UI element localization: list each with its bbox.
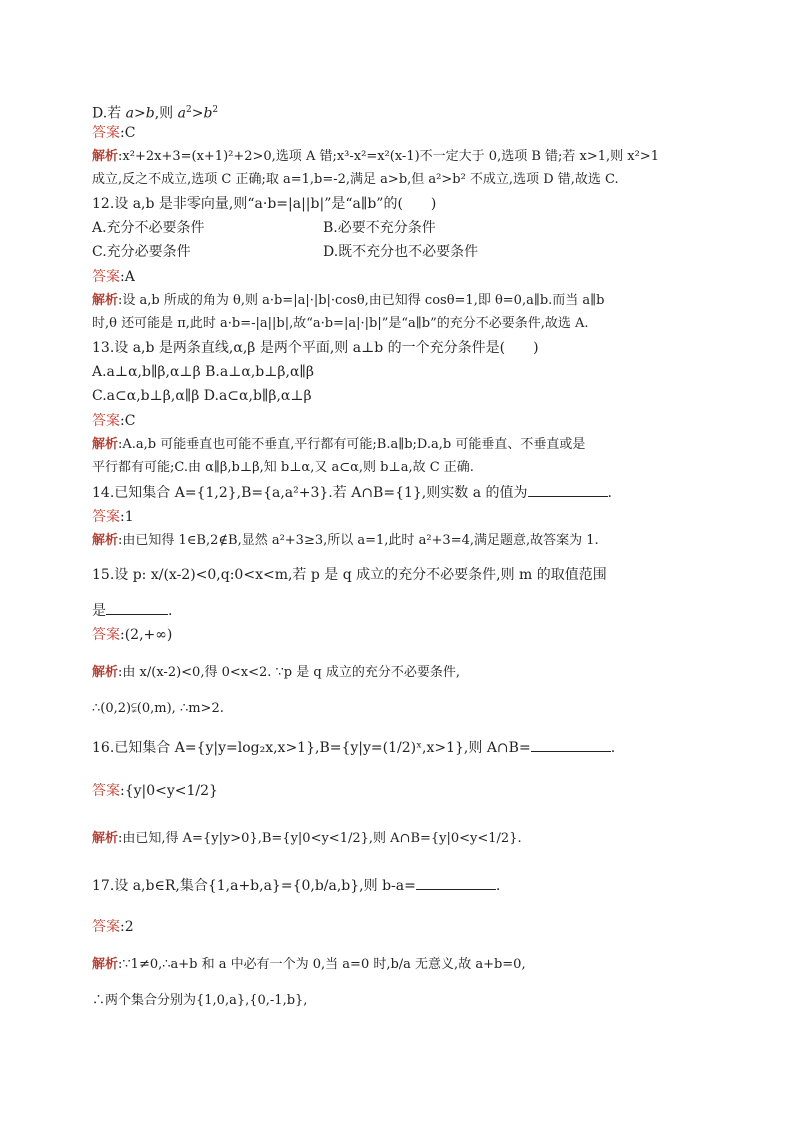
q13-options-ab: A.a⊥α,b∥β,α⊥β B.a⊥α,b⊥β,α∥β — [92, 364, 314, 380]
q14-answer: 答案:1 — [92, 509, 134, 525]
answer-blank — [106, 600, 168, 615]
q12-analysis-line1: 解析:设 a,b 所成的角为 θ,则 a·b=|a|·|b|·cosθ,由已知得 cosθ=1,即 θ=0,a∥b.而当 a∥b — [92, 293, 605, 308]
q11-option-d: D.若 a>b,则 $a^2>b^2$ — [92, 105, 219, 122]
q12-option-a: A.充分不必要条件 — [92, 220, 205, 236]
q13-stem: 13.设 a,b 是两条直线,α,β 是两个平面,则 a⊥b 的一个充分条件是( ) — [92, 340, 539, 356]
q14-stem: 14.已知集合 A={1,2},B={a,a²+3}.若 A∩B={1},则实数 a 的值为 . — [92, 482, 612, 503]
q14-analysis: 解析:由已知得 1∈B,2∉B,显然 a²+3≥3,所以 a=1,此时 a²+3=4,满足题意,故答案为 1. — [92, 533, 599, 548]
answer-blank — [531, 737, 611, 752]
q12-option-c: C.充分必要条件 — [92, 244, 191, 260]
q13-analysis-line1: 解析:A.a,b 可能垂直也可能不垂直,平行都有可能;B.a∥b;D.a,b 可能垂直、不垂直或是 — [92, 437, 586, 452]
q16-answer: 答案:{y|0<y<1/2} — [92, 783, 218, 799]
q12-analysis-line2: 时,θ 还可能是 π,此时 a·b=-|a||b|,故“a·b=|a|·|b|”是“a∥b”的充分不必要条件,故选 A. — [92, 316, 589, 331]
q15-stem-line1: 15.设 p: x/(x-2)<0,q:0<x<m,若 p 是 q 成立的充分不必要条件,则 m 的取值范围 — [92, 567, 607, 583]
q13-answer: 答案:C — [92, 413, 136, 429]
q12-option-d: D.既不充分也不必要条件 — [323, 244, 479, 260]
q12-option-b: B.必要不充分条件 — [323, 220, 436, 236]
q13-analysis-line2: 平行都有可能;C.由 α∥β,b⊥β,知 b⊥α,又 a⊂α,则 b⊥a,故 C 正确. — [92, 460, 474, 475]
q12-stem: 12.设 a,b 是非零向量,则“a·b=|a||b|”是“a∥b”的( ) — [92, 196, 437, 212]
answer-blank — [416, 875, 496, 890]
q16-analysis: 解析:由已知,得 A={y|y>0},B={y|0<y<1/2},则 A∩B={y|0<y<1/2}. — [92, 831, 522, 846]
q15-analysis-line2: ∴(0,2)⫋(0,m), ∴m>2. — [92, 701, 224, 716]
q15-analysis-line1: 解析:由 x/(x-2)<0,得 0<x<2. ∵p 是 q 成立的充分不必要条件, — [92, 665, 460, 680]
q17-analysis-line2: ∴两个集合分别为{1,0,a},{0,-1,b}, — [92, 993, 308, 1008]
q17-analysis-line1: 解析:∵1≠0,∴a+b 和 a 中必有一个为 0,当 a=0 时,b/a 无意义,故 a+b=0, — [92, 957, 526, 972]
q15-stem-line2: 是 . — [92, 600, 172, 621]
q17-stem: 17.设 a,b∈R,集合{1,a+b,a}={0,b/a,b},则 b-a= . — [92, 875, 500, 896]
q17-answer: 答案:2 — [92, 919, 134, 935]
q16-stem: 16.已知集合 A={y|y=log₂x,x>1},B={y|y=(1/2)ˣ,x>1},则 A∩B= . — [92, 737, 615, 758]
q12-answer: 答案:A — [92, 269, 135, 285]
q13-options-cd: C.a⊂α,b⊥β,α∥β D.a⊂α,b∥β,α⊥β — [92, 388, 312, 404]
q11-answer: 答案:C — [92, 125, 136, 141]
q11-analysis-line1: 解析:x²+2x+3=(x+1)²+2>0,选项 A 错;x³-x²=x²(x-1)不一定大于 0,选项 B 错;若 x>1,则 x²>1 — [92, 149, 659, 164]
answer-blank — [528, 482, 608, 497]
q15-answer: 答案:(2,+∞) — [92, 627, 173, 643]
q11-analysis-line2: 成立,反之不成立,选项 C 正确;取 a=1,b=-2,满足 a>b,但 a²>b² 不成立,选项 D 错,故选 C. — [92, 172, 619, 187]
